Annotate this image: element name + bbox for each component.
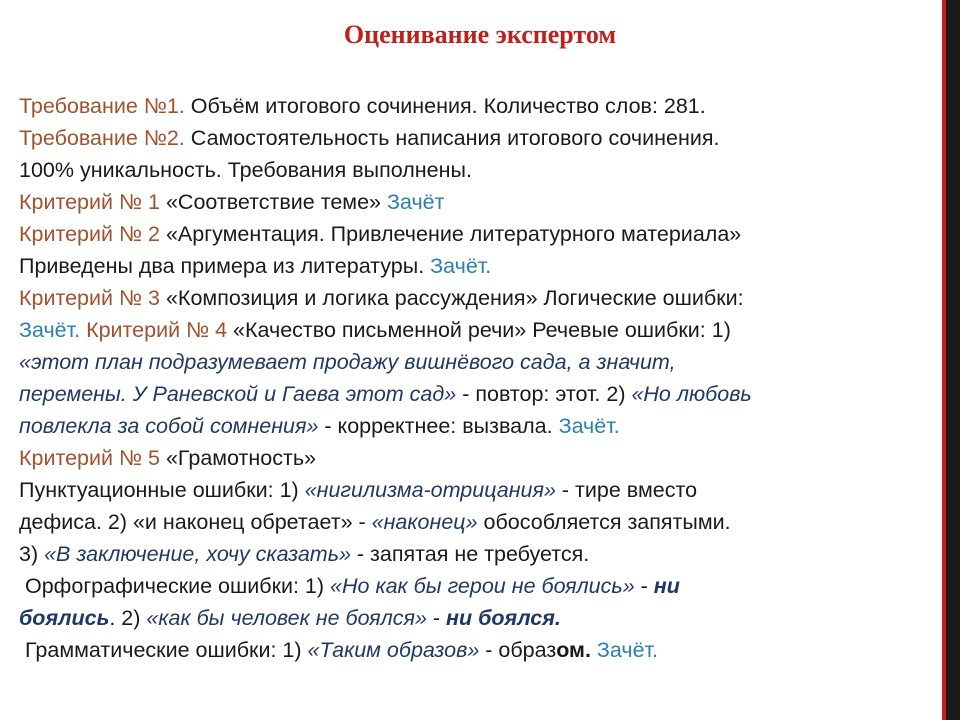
text-span: - [426,606,447,630]
text-span: - корректнее: вызвала. [318,414,559,438]
correction-span: ом. [556,638,591,662]
text-line [19,474,924,506]
text-line [19,90,924,122]
verdict-label: Зачёт. [19,318,81,342]
text-span: - повтор: этот. 2) [456,382,632,406]
text-span: «Качество письменной речи» Речевые ошибки: 1) [227,318,731,342]
quote-span: повлекла за собой сомнения» [19,414,319,438]
criterion-label: Критерий № 4 [86,318,228,342]
text-span: Приведены два примера из литературы. [19,254,431,278]
text-span: 3) [19,542,45,566]
text-span: . 2) [109,606,147,630]
text-span: «Композиция и логика рассуждения» Логические ошибки: [160,286,744,310]
quote-span: «В заключение, хочу сказать» [44,542,351,566]
correction-span: боялись [19,606,110,630]
text-line [19,570,924,602]
quote-span: «нигилизма-отрицания» [304,478,556,502]
correction-span: ни [653,574,680,598]
requirement-label: Требование №2. [19,126,185,150]
text-span: обособляется запятыми. [477,510,731,534]
quote-span: перемены. У Раневской и Гаева этот сад» [19,382,457,406]
text-line [19,250,924,282]
text-line [19,282,924,314]
criterion-label: Критерий № 5 [19,446,160,470]
text-line [19,122,924,154]
text-line [19,410,924,442]
text-span: «Соответствие теме» [160,190,387,214]
text-span: 100% уникальность. Требования выполнены. [19,158,472,182]
text-line [19,186,924,218]
text-span: - [634,574,654,598]
text-line [19,634,924,666]
verdict-label: Зачёт. [596,638,658,662]
criterion-label: Критерий № 1 [19,190,160,214]
text-span: «Аргументация. Привлечение литературного материала» [160,222,742,246]
verdict-label: Зачёт [386,190,445,214]
text-span: Пунктуационные ошибки: 1) [19,478,305,502]
verdict-label: Зачёт. [558,414,620,438]
slide-title: Оценивание экспертом [343,20,617,49]
text-span: - образ [479,638,557,662]
slide-body [19,90,924,666]
quote-span: «Но как бы герои не боялись» [330,574,635,598]
text-line [19,442,924,474]
right-edge-bar [946,0,960,720]
text-line [19,346,924,378]
text-line [19,378,924,410]
text-span: Самостоятельность написания итогового сочинения. [184,126,720,150]
text-span: дефиса. 2) «и наконец обретает» - [19,510,372,534]
quote-span: «Таким образов» [307,638,480,662]
text-span: Объём итогового сочинения. Количество слов: 281. [184,94,706,118]
text-line [19,538,924,570]
text-span: - запятая не требуется. [350,542,590,566]
criterion-label: Критерий № 3 [19,286,160,310]
quote-span: «Но любовь [631,382,752,406]
quote-span: «этот план подразумевает продажу вишнёвого сада, а значит, [19,350,676,374]
verdict-label: Зачёт. [430,254,492,278]
correction-span: ни боялся. [446,606,561,630]
text-line [19,314,924,346]
quote-span: «наконец» [371,510,478,534]
text-line [19,506,924,538]
text-span: Грамматические ошибки: 1) [25,638,308,662]
text-line [19,218,924,250]
text-line [19,602,924,634]
text-span: - тире вместо [555,478,698,502]
quote-span: «как бы человек не боялся» [146,606,427,630]
text-span: «Грамотность» [160,446,316,470]
requirement-label: Требование №1. [19,94,185,118]
text-line [19,154,924,186]
text-span: Орфографические ошибки: 1) [25,574,331,598]
criterion-label: Критерий № 2 [19,222,160,246]
